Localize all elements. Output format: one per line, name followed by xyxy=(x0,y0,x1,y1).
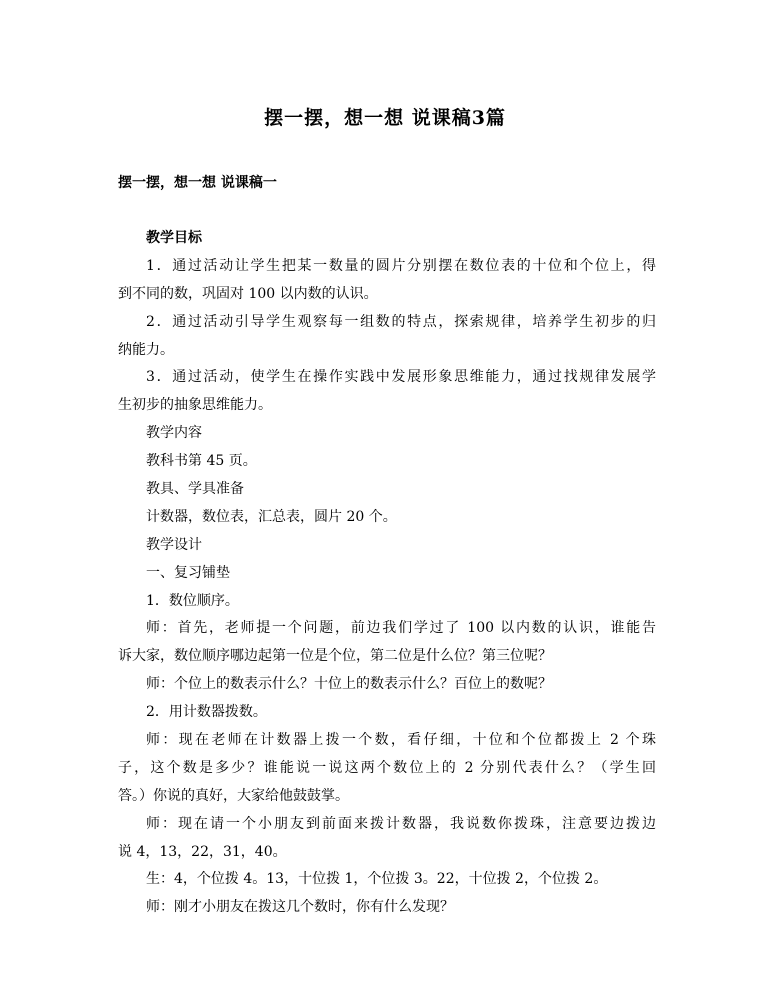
section-heading: 摆一摆，想一想 说课稿一 xyxy=(118,175,277,191)
heading-teaching-content: 教学内容 xyxy=(146,425,202,442)
paragraph-line: 子，这个数是多少？谁能说一说这两个数位上的 2 分别代表什么？（学生回 xyxy=(118,759,656,776)
heading-materials: 教具、学具准备 xyxy=(146,481,244,498)
paragraph-line: 3．通过活动，使学生在操作实践中发展形象思维能力，通过找规律发展学 xyxy=(146,369,656,386)
paragraph-line: 说 4，13，22，31，40。 xyxy=(118,843,287,860)
paragraph-line: 师：个位上的数表示什么？十位上的数表示什么？百位上的数呢？ xyxy=(146,676,552,693)
paragraph-line: 1．通过活动让学生把某一数量的圆片分别摆在数位表的十位和个位上，得 xyxy=(146,257,656,274)
paragraph-line: 师：刚才小朋友在拨这几个数时，你有什么发现？ xyxy=(146,899,454,916)
paragraph-line: 1．数位顺序。 xyxy=(146,592,239,609)
heading-review: 一、复习铺垫 xyxy=(146,564,230,581)
document-title: 摆一摆，想一想 说课稿3篇 xyxy=(264,107,506,129)
paragraph-line: 生初步的抽象思维能力。 xyxy=(118,397,272,414)
heading-teaching-design: 教学设计 xyxy=(146,536,202,553)
paragraph-line: 诉大家，数位顺序哪边起第一位是个位，第二位是什么位？第三位呢？ xyxy=(118,648,552,665)
paragraph-line: 师：首先，老师提一个问题，前边我们学过了 100 以内数的认识，谁能告 xyxy=(146,620,656,637)
paragraph-line: 师：现在老师在计数器上拨一个数，看仔细，十位和个位都拨上 2 个珠 xyxy=(146,732,656,749)
paragraph-line: 师：现在请一个小朋友到前面来拨计数器，我说数你拨珠，注意要边拨边 xyxy=(146,815,656,832)
paragraph-line: 教科书第 45 页。 xyxy=(146,453,257,470)
paragraph-line: 2．用计数器拨数。 xyxy=(146,704,267,721)
paragraph-line: 生：4，个位拨 4。13，十位拨 1，个位拨 3。22，十位拨 2，个位拨 2。 xyxy=(146,871,608,888)
document-body xyxy=(118,225,656,922)
paragraph-line: 到不同的数，巩固对 100 以内数的认识。 xyxy=(118,285,378,302)
paragraph-line: 2．通过活动引导学生观察每一组数的特点，探索规律，培养学生初步的归 xyxy=(146,313,656,330)
paragraph-line: 答。）你说的真好，大家给他鼓鼓掌。 xyxy=(118,787,349,804)
paragraph-line: 纳能力。 xyxy=(118,341,174,358)
paragraph-line: 计数器，数位表，汇总表，圆片 20 个。 xyxy=(146,508,397,525)
heading-teaching-goals: 教学目标 xyxy=(146,230,202,246)
